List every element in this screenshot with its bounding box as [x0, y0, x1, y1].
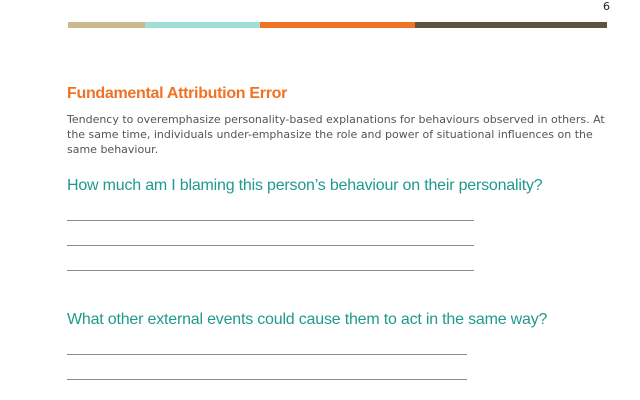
header-color-bar — [68, 22, 607, 28]
section-description: Tendency to overemphasize personality-based explanations for behaviours observed in others. At the same time, individuals under-emphasize the role and power of situational influences on the same behaviour. — [67, 113, 605, 156]
section-title: Fundamental Attribution Error — [67, 85, 288, 102]
answer-line-1-3[interactable] — [67, 270, 474, 271]
answer-line-2-2[interactable] — [67, 379, 467, 380]
color-bar-segment-aqua — [145, 22, 260, 28]
question-1: How much am I blaming this person’s behaviour on their personality? — [67, 177, 543, 194]
page-number: 6 — [603, 0, 610, 13]
answer-line-2-1[interactable] — [67, 354, 467, 355]
answer-line-1-1[interactable] — [67, 220, 474, 221]
answer-line-1-2[interactable] — [67, 245, 474, 246]
question-2: What other external events could cause them to act in the same way? — [67, 311, 548, 328]
color-bar-segment-brown — [415, 22, 607, 28]
color-bar-segment-tan — [68, 22, 145, 28]
color-bar-segment-orange — [260, 22, 415, 28]
